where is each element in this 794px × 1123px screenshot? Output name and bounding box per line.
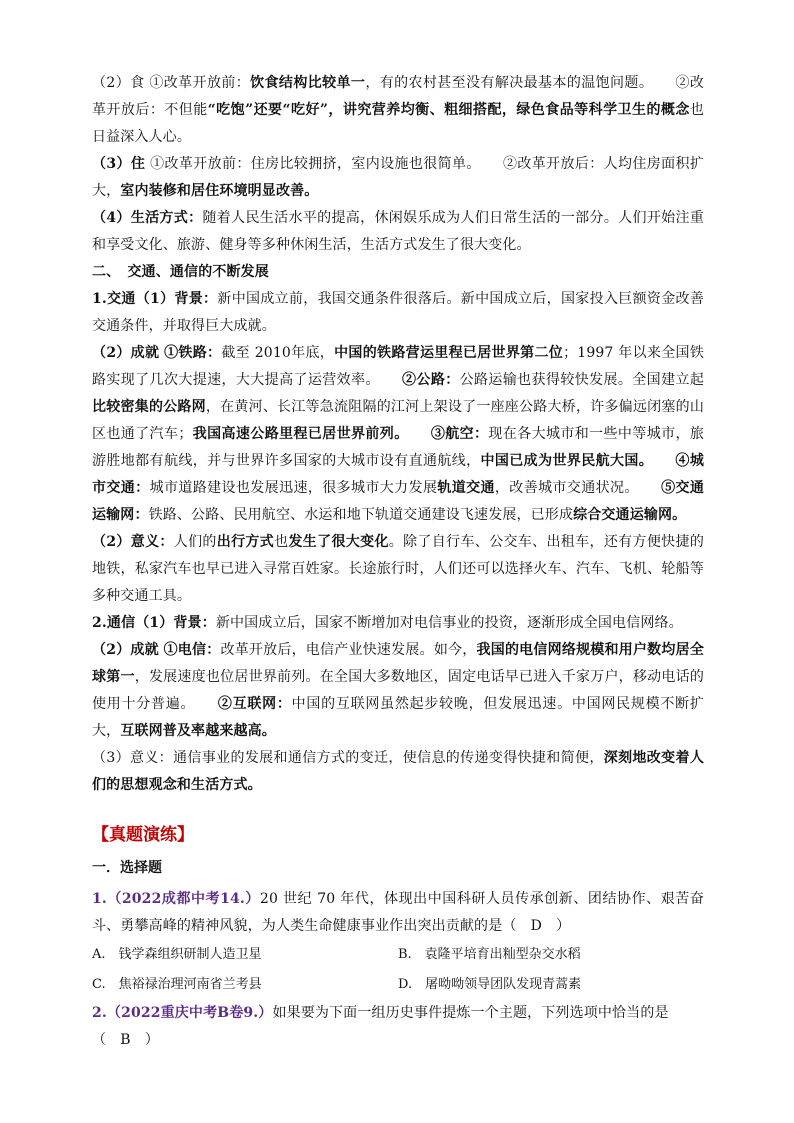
lifestyle-paragraph (92, 205, 704, 259)
food-post-rest: 也日益深入人心。 (92, 102, 704, 145)
q1-option-c[interactable]: C. 焦裕禄治理河南省兰考县 (92, 977, 262, 992)
food-pre-marker: ①改革开放前： (149, 75, 251, 91)
lifestyle-text: 随着人民生活水平的提高，休闲娱乐成为人们日常生活的一部分。人们开始注重和享受文化、旅游、健身等多种休闲生活，生活方式发生了很大变化。 (92, 210, 704, 253)
city-a: 城市道路建设也发展迅速，很多城市大力发展 (149, 480, 438, 496)
lifestyle-label: （4）生活方式： (92, 210, 203, 226)
q2-source: （2022重庆中考B卷9.） (106, 1005, 273, 1021)
telecom-achievements (92, 637, 704, 745)
transport-significance (92, 529, 704, 610)
transport-sig-bold1: 出行方式 (216, 534, 275, 550)
housing-post-bold: 室内装修和居住环境明显改善。 (120, 183, 319, 199)
food-label: （2）食 (92, 75, 145, 91)
road-label: ②公路： (401, 372, 460, 388)
telecom-tel-b: ，发展速度也位居世界前列。在全国大多数地区，固定电话早已进入千家万户，移动电话的使用十分普遍。 (92, 669, 704, 712)
housing-pre: ①改革开放前：住房比较拥挤，室内设施也很简单。 (150, 156, 481, 172)
telecom-tel-bold: 我国的电信网络规模和用户数均居全球第一 (92, 642, 705, 685)
q1-stem: 20 世纪 70 年代，体现出中国科研人员传承创新、团结协作、艰苦奋斗、勇攀高峰的精神风貌，为人类生命健康事业作出突出贡献的是（ D ） (92, 891, 704, 934)
transport-achievements (92, 340, 704, 529)
food-pre-bold: 饮食结构比较单一 (250, 75, 366, 91)
q2-answer: （ B ） (92, 1032, 160, 1048)
q2-stem: 如果要为下面一组历史事件提炼一个主题，下列选项中恰当的是 (272, 1005, 669, 1021)
q1-source: （2022成都中考14.） (106, 891, 260, 907)
road-a: 公路运输也获得较快发展。全国建立起 (459, 372, 704, 388)
transport-bg-text: 新中国成立前，我国交通条件很落后。新中国成立后，国家投入巨额资金改善交通条件，并取得巨大成就。 (92, 291, 704, 334)
transport-ach-label: （2）成就 (92, 345, 160, 361)
choice-heading: 一．选择题 (92, 860, 162, 876)
telecom-sig-a: 通信事业的发展和通信方式的变迁，使信息的传递变得快捷和简便， (173, 750, 604, 766)
housing-paragraph (92, 151, 704, 205)
section2-title: 二、 交通、通信的不断发展 (92, 264, 269, 280)
q1-option-b[interactable]: B. 袁隆平培育出籼型杂交水稻 (398, 947, 581, 962)
rail-b: ；1997 年以来全国铁路实现了几次大提速，大大提高了运营效率。 (92, 345, 704, 388)
food-paragraph (92, 70, 704, 151)
telecom-background (92, 610, 704, 637)
transport-sig-bold2: 发生了很大变化 (288, 534, 389, 550)
network-a: 铁路、公路、民用航空、水运和地下轨道交通建设飞速发展，已形成 (148, 507, 574, 523)
air-a: 现在各大城市和一些中等城市，旅游胜地都有航线，并与世界许多国家的大城市设有直通航线， (92, 426, 705, 469)
city-bold: 轨道交通 (437, 480, 495, 496)
q1-number: 1. (92, 891, 107, 907)
q2-number: 2. (92, 1005, 107, 1021)
rail-a: 截至 2010年底， (221, 345, 335, 361)
telecom-tel-label: ①电信： (163, 642, 221, 658)
housing-label: （3）住 (92, 156, 146, 172)
telecom-significance (92, 745, 704, 799)
telecom-tel-a: 改革开放后，电信产业快速发展。如今， (220, 642, 477, 658)
q1-option-a[interactable]: A. 钱学森组织研制人造卫星 (92, 947, 262, 962)
air-label: ③航空： (430, 426, 489, 442)
q1-options (92, 940, 704, 1000)
telecom-ach-label: （2）成就 (92, 642, 159, 658)
road-bold2: 我国高速公路里程已居世界前列。 (192, 426, 409, 442)
transport-background (92, 286, 704, 340)
internet-a: 中国的互联网虽然起步较晚，但发展迅速。中国网民规模不断扩大， (92, 696, 704, 739)
internet-label: ②互联网： (217, 696, 292, 712)
transport-sig-b: 也 (274, 534, 289, 550)
document-page (92, 70, 704, 1054)
city-b: ，改善城市交通状况。 (494, 480, 639, 496)
food-post-bold: “吃饱”还要“吃好”，讲究营养均衡、粗细搭配，绿色食品等科学卫生的概念 (207, 102, 690, 118)
rail-label: ①铁路： (164, 345, 222, 361)
network-bold: 综合交通运输网。 (573, 507, 687, 523)
telecom-bg-text: 新中国成立后，国家不断增加对电信事业的投资，逐渐形成全国电信网络。 (215, 615, 683, 631)
exercise-heading: 【真题演练】 (92, 825, 194, 845)
telecom-bg-label: 2.通信（1）背景： (92, 615, 216, 631)
food-pre-rest: ，有的农村甚至没有解决最基本的温饱问题。 (365, 75, 654, 91)
transport-sig-label: （2）意义： (92, 534, 174, 550)
telecom-sig-label: （3）意义： (92, 750, 174, 766)
question-1 (92, 886, 704, 940)
telecom-sig-bold: 深刻地改变着人们的思想观念和生活方式。 (92, 750, 705, 793)
transport-bg-label: 1.交通（1）背景： (92, 291, 218, 307)
q1-option-d[interactable]: D. 屠呦呦领导团队发现青蒿素 (398, 977, 582, 992)
rail-bold: 中国的铁路营运里程已居世界第二位 (334, 345, 564, 361)
road-bold1: 比较密集的公路网 (92, 399, 206, 415)
food-post-marker: ②改革开放后：不但能 (92, 75, 705, 118)
transport-sig-c: 。除了自行车、公交车、出租车，还有方便快捷的地铁，私家汽车也早已进入寻常百姓家。长途旅行时，人们还可以选择火车、汽车、飞机、轮船等多种交通工具。 (92, 534, 704, 604)
internet-bold: 互联网普及率越来越高。 (120, 723, 276, 739)
transport-sig-a: 人们的 (173, 534, 217, 550)
question-2 (92, 1000, 704, 1027)
road-b: ，在黄河、长江等急流阻隔的江河上架设了一座座公路大桥，许多偏远闭塞的山区也通了汽车； (92, 399, 704, 442)
city-label: ④城市交通： (92, 453, 704, 496)
network-label: ⑤交通运输网： (92, 480, 704, 523)
air-bold: 中国已成为世界民航大国。 (480, 453, 654, 469)
housing-post: ②改革开放后：人均住房面积扩大， (92, 156, 704, 199)
